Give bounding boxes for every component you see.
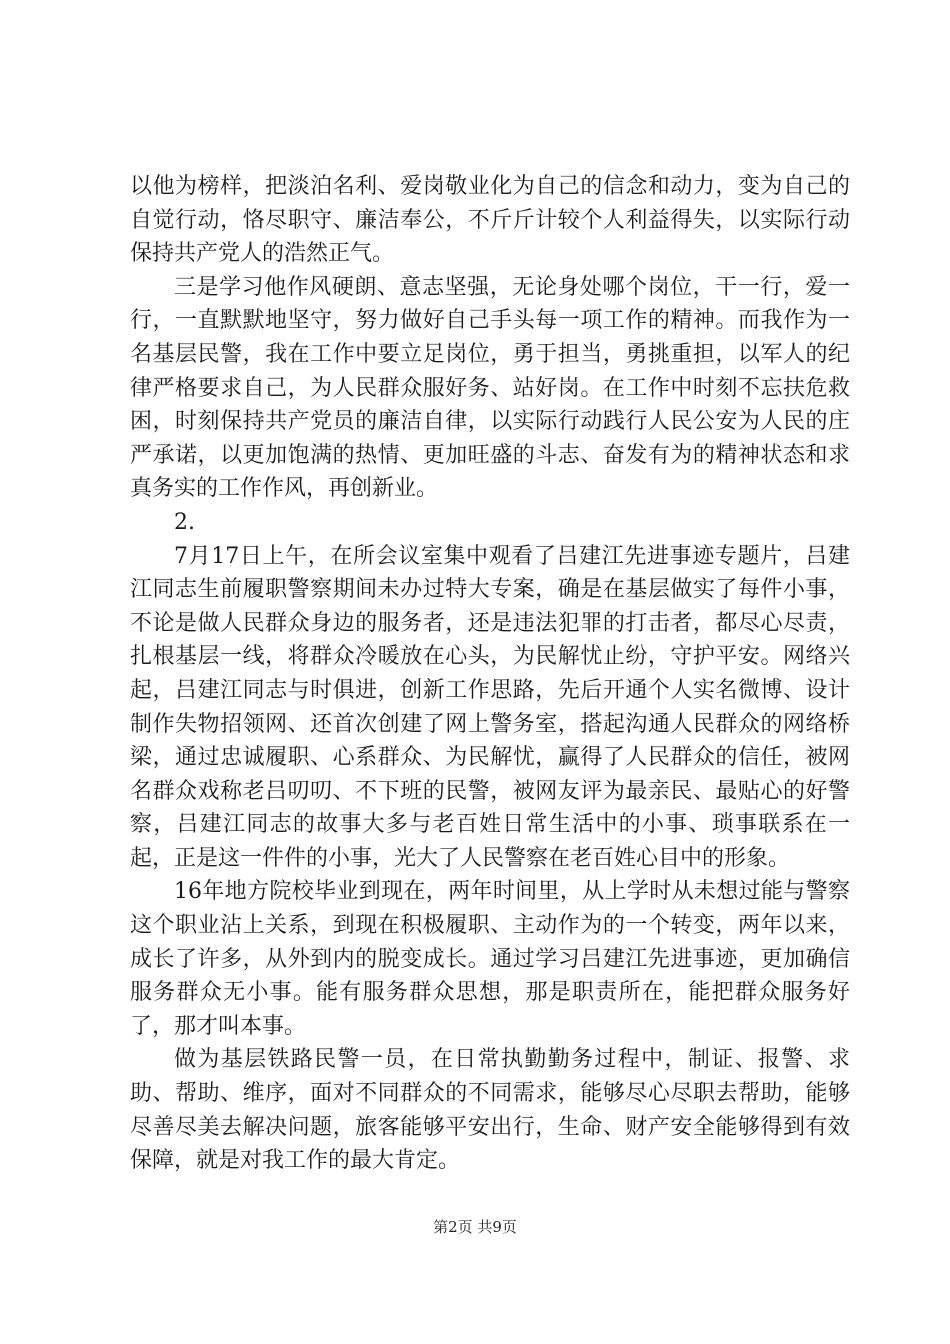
section-number: 2.: [174, 509, 195, 535]
paragraph: 以他为榜样，把淡泊名利、爱岗敬业化为自己的信念和动力，变为自己的自觉行动，恪尽职守、廉洁奉公，不斤斤计较个人利益得失，以实际行动保持共产党人的浩然正气。: [130, 174, 850, 267]
document-body: [130, 170, 850, 1178]
paragraph: 三是学习他作风硬朗、意志坚强，无论身处哪个岗位，干一行，爱一行，一直默默地坚守，努力做好自己手头每一项工作的精神。而我作为一名基层民警，我在工作中要立足岗位，勇于担当，勇挑重担，以军人的纪律严格要求自己，为人民群众服好务、站好岗。在工作中时刻不忘扶危救困，时刻保持共产党员的廉洁自律，以实际行动践行人民公安为人民的庄严承诺，以更加饱满的热情、更加旺盛的斗志、奋发有为的精神状态和求真务实的工作作风，再创新业。: [130, 274, 850, 502]
paragraph: 16年地方院校毕业到现在，两年时间里，从上学时从未想过能与警察这个职业沾上关系，到现在积极履职、主动作为的一个转变，两年以来，成长了许多，从外到内的脱变成长。通过学习吕建江先进事迹，更加确信服务群众无小事。能有服务群众思想，那是职责所在，能把群众服务好了，那才叫本事。: [130, 879, 850, 1039]
page-footer: 第2页 共9页: [433, 1218, 517, 1236]
paragraph: 7月17日上午，在所会议室集中观看了吕建江先进事迹专题片，吕建江同志生前履职警察期间未办过特大专案，确是在基层做实了每件小事，不论是做人民群众身边的服务者，还是违法犯罪的打击者，都尽心尽责，扎根基层一线，将群众冷暖放在心头，为民解忧止纷，守护平安。网络兴起，吕建江同志与时俱进，创新工作思路，先后开通个人实名微博、设计制作失物招领网、还首次创建了网上警务室，搭起沟通人民群众的网络桥梁，通过忠诚履职、心系群众、为民解忧，赢得了人民群众的信任，被网名群众戏称老吕叨叨、不下班的民警，被网友评为最亲民、最贴心的好警察，吕建江同志的故事大多与老百姓日常生活中的小事、琐事联系在一起，正是这一件件的小事，光大了人民警察在老百姓心目中的形象。: [130, 543, 850, 871]
paragraph: 做为基层铁路民警一员，在日常执勤勤务过程中，制证、报警、求助、帮助、维序，面对不同群众的不同需求，能够尽心尽职去帮助，能够尽善尽美去解决问题，旅客能够平安出行，生命、财产安全能够得到有效保障，就是对我工作的最大肯定。: [130, 1047, 850, 1174]
